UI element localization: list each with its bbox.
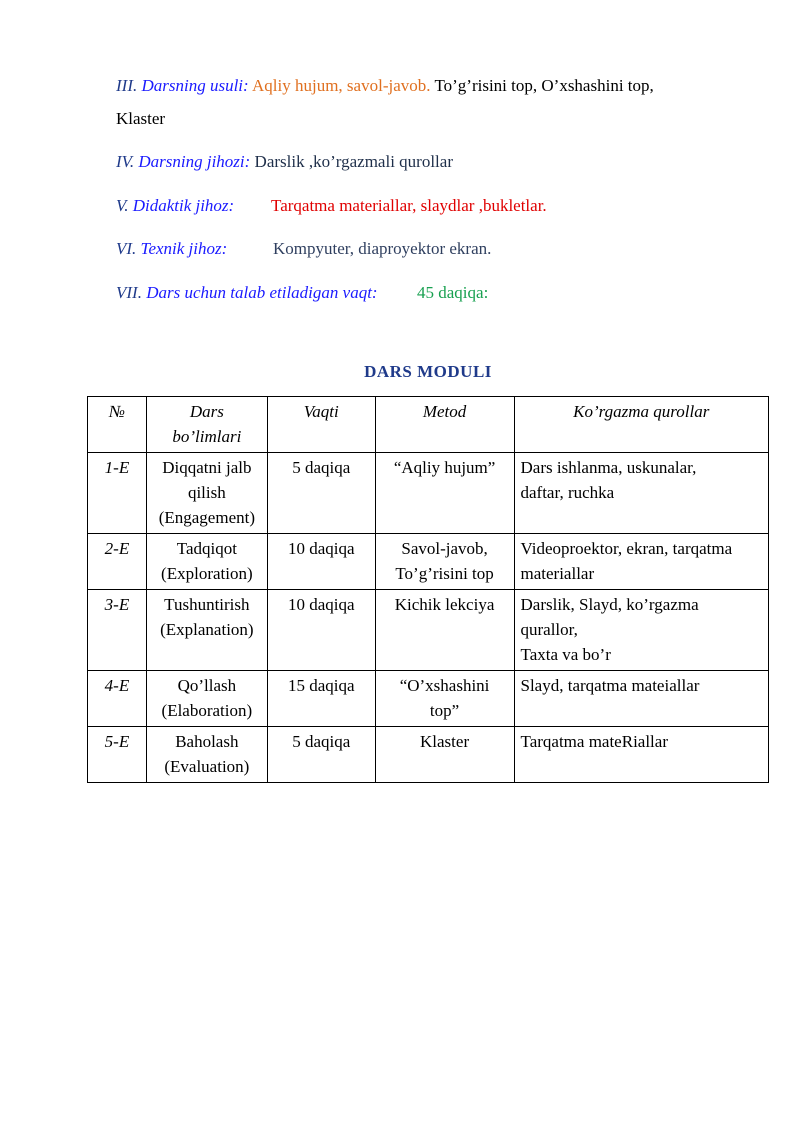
line-value: Darslik ,ko’rgazmali qurollar [250,152,453,171]
header-number: № [88,397,147,453]
cell-section: Tushuntirish (Explanation) [146,590,267,671]
cell-method: “Aqliy hujum” [375,453,514,534]
header-tools: Ko’rgazma qurollar [514,397,769,453]
cell-section: Qo’llash (Elaboration) [146,671,267,727]
line-label: Darsning usuli: [137,76,249,95]
line-label: Dars uchun talab etiladigan vaqt: [141,283,378,302]
line-value: To’g’risini top, O’xshashini top, [430,76,654,95]
cell-number: 3-E [88,590,147,671]
cell-time: 10 daqiqa [267,590,375,671]
cell-method: “O’xshashini top” [375,671,514,727]
line-number: V. [116,196,129,215]
table-row [88,671,769,727]
line-number: VI. [116,239,137,258]
line-value: Tarqatma materiallar, slaydlar ,bukletlar. [271,196,547,215]
cell-section: Diqqatni jalb qilish (Engagement) [146,453,267,534]
line-value: Kompyuter, diaproyektor ekran. [273,239,492,258]
info-line-didactic [116,196,234,216]
cell-number: 5-E [88,727,147,783]
cell-tools: Slayd, tarqatma mateiallar [514,671,769,727]
info-line-technical [116,239,227,259]
cell-tools: Tarqatma mateRiallar [514,727,769,783]
cell-method: Savol-javob, To’g’risini top [375,534,514,590]
table-row [88,453,769,534]
table-row [88,590,769,671]
cell-time: 5 daqiqa [267,453,375,534]
line-label: Darsning jihozi: [134,152,251,171]
cell-time: 15 daqiqa [267,671,375,727]
line-label: Didaktik jihoz: [128,196,235,215]
cell-method: Klaster [375,727,514,783]
header-sections: Dars bo’limlari [146,397,267,453]
info-line-method [116,76,654,96]
header-time: Vaqti [267,397,375,453]
cell-tools: Dars ishlanma, uskunalar, daftar, ruchka [514,453,769,534]
info-line-time [116,283,378,303]
header-method: Metod [375,397,514,453]
cell-tools: Videoproektor, ekran, tarqatma materiallar [514,534,769,590]
cell-number: 4-E [88,671,147,727]
cell-time: 10 daqiqa [267,534,375,590]
line-value: Aqliy hujum, savol-javob. [248,76,431,95]
line-number: IV. [116,152,135,171]
cell-method: Kichik lekciya [375,590,514,671]
line-label: Texnik jihoz: [136,239,228,258]
line-value: 45 daqiqa: [417,283,489,302]
info-line-continuation: Klaster [116,109,166,128]
cell-section: Baholash (Evaluation) [146,727,267,783]
table-header-row [88,397,769,453]
table-row [88,534,769,590]
line-number: VII. [116,283,142,302]
cell-number: 2-E [88,534,147,590]
info-line-equipment [116,152,453,172]
table-row [88,727,769,783]
cell-number: 1-E [88,453,147,534]
cell-time: 5 daqiqa [267,727,375,783]
cell-section: Tadqiqot (Exploration) [146,534,267,590]
module-table [87,396,769,783]
module-heading: DARS MODULI [364,362,492,381]
cell-tools: Darslik, Slayd, ko’rgazma qurallor, Taxta va bo’r [514,590,769,671]
line-number: III. [116,76,138,95]
